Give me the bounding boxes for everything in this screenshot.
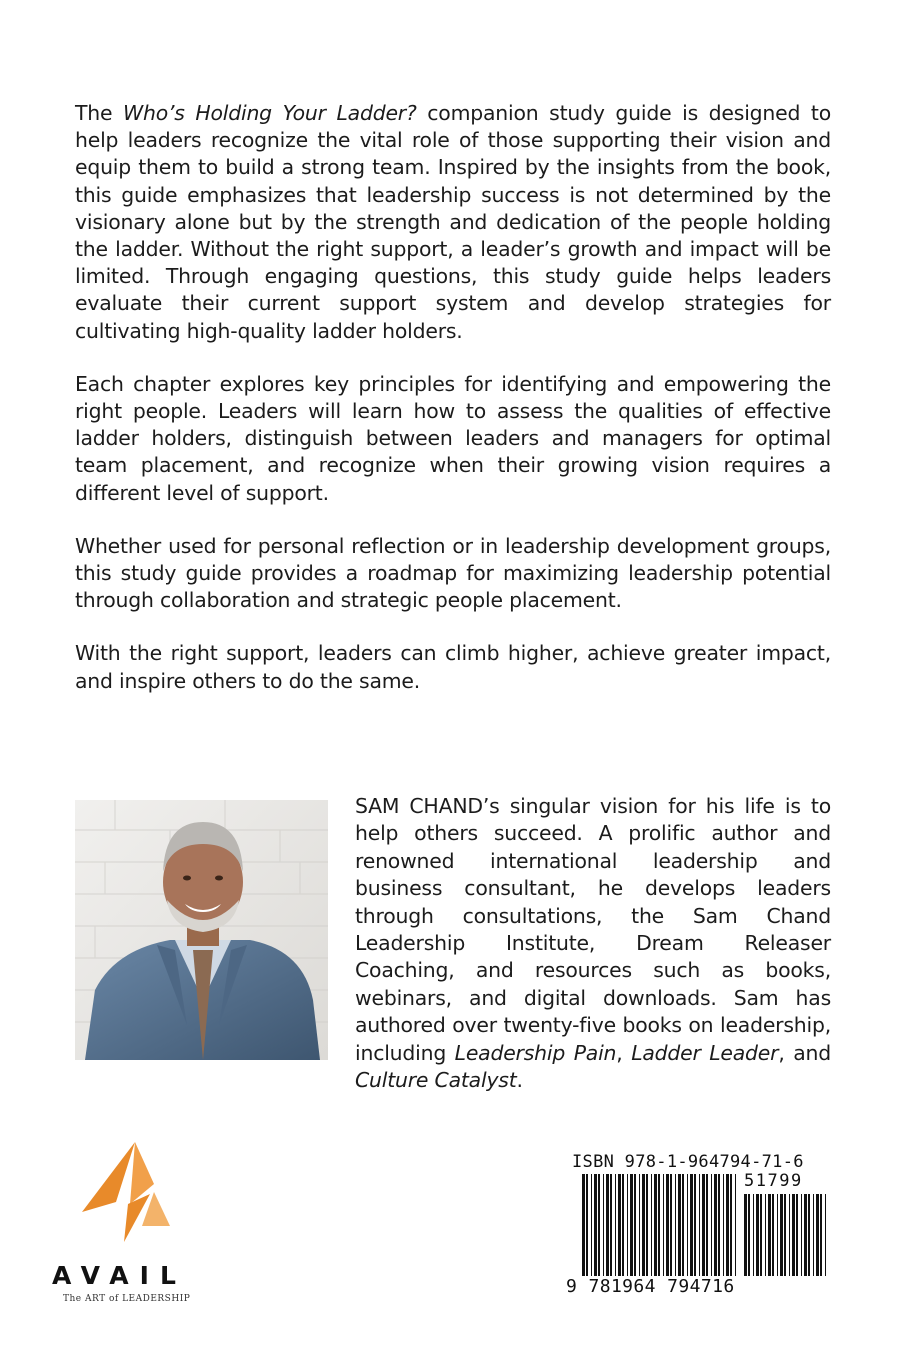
barcode-bar xyxy=(760,1194,762,1276)
barcode-bar xyxy=(618,1174,621,1276)
barcode-bar xyxy=(642,1174,645,1276)
barcode-bar xyxy=(699,1174,700,1276)
barcode-bar xyxy=(825,1194,826,1276)
isbn-label: ISBN 978-1-964794-71-6 xyxy=(572,1152,804,1172)
barcode-bar xyxy=(594,1174,597,1276)
isbn-barcode xyxy=(566,1148,831,1308)
book-leadership-pain: Leadership Pain xyxy=(454,1040,617,1065)
barcode-bars-icon xyxy=(566,1148,831,1276)
barcode-bar xyxy=(801,1194,802,1276)
barcode-bar xyxy=(723,1174,724,1276)
barcode-bar xyxy=(627,1174,628,1276)
barcode-bar xyxy=(808,1194,810,1276)
barcode-bar xyxy=(796,1194,798,1276)
barcode-bar xyxy=(820,1194,822,1276)
barcode-bar xyxy=(598,1174,600,1276)
book-title: Who’s Holding Your Ladder? xyxy=(123,101,417,125)
barcode-bar xyxy=(651,1174,652,1276)
barcode-bar xyxy=(606,1174,609,1276)
ean-digits: 9 781964 794716 xyxy=(566,1276,735,1297)
author-portrait-image xyxy=(75,800,328,1060)
avail-ladder-mark-icon xyxy=(82,1142,172,1242)
barcode-bar xyxy=(654,1174,657,1276)
barcode-bar xyxy=(748,1194,750,1276)
barcode-bar xyxy=(730,1174,732,1276)
blurb-paragraph-2: Each chapter explores key principles for identifying and empowering the right people. Leaders will learn how to assess the qualities of effective ladder holders, distinguish between leaders and managers for optimal team placement, and recognize when their growing vision requires a different level of support. xyxy=(75,371,831,505)
barcode-bar xyxy=(675,1174,676,1276)
barcode-bar xyxy=(768,1194,771,1276)
publisher-tagline: The ART of LEADERSHIP xyxy=(63,1294,191,1304)
cover-blurb xyxy=(75,100,831,721)
barcode-bar xyxy=(615,1174,616,1276)
barcode-bar xyxy=(666,1174,669,1276)
barcode-bar xyxy=(694,1174,696,1276)
barcode-bar xyxy=(784,1194,786,1276)
barcode-bar xyxy=(718,1174,720,1276)
barcode-bar xyxy=(690,1174,693,1276)
barcode-bar xyxy=(816,1194,819,1276)
barcode-bar xyxy=(706,1174,708,1276)
author-photo xyxy=(75,800,328,1060)
barcode-bar xyxy=(582,1174,585,1276)
barcode-bar xyxy=(646,1174,648,1276)
blurb-paragraph-3: Whether used for personal reflection or in leadership development groups, this study guide provides a roadmap for maximizing leadership potential through collaboration and strategic people placement. xyxy=(75,533,831,613)
barcode-bar xyxy=(591,1174,592,1276)
author-bio: SAM CHAND’s singular vision for his life is to help others succeed. A prolific author and renowned international leadership and business consultant, he develops leaders through consultations, the Sam Chand Leadership Institute, Dream Releaser Coaching, and resources such as books, webinars, and digital downloads. Sam has authored over twenty-five books on leadership, including Leadership Pain, Ladder Leader, and Culture Catalyst. xyxy=(355,794,831,1093)
barcode-bar xyxy=(586,1174,588,1276)
barcode-bar xyxy=(630,1174,633,1276)
barcode-bar xyxy=(658,1174,660,1276)
barcode-bar xyxy=(682,1174,684,1276)
price-code: 51799 xyxy=(744,1171,803,1191)
barcode-bar xyxy=(792,1194,795,1276)
publisher-name: AVAIL xyxy=(52,1261,187,1290)
barcode-bar xyxy=(765,1194,766,1276)
barcode-bar xyxy=(670,1174,672,1276)
barcode-bar xyxy=(634,1174,636,1276)
barcode-bar xyxy=(702,1174,705,1276)
barcode-bar xyxy=(663,1174,664,1276)
publisher-logo xyxy=(52,1142,197,1307)
barcode-bar xyxy=(603,1174,604,1276)
barcode-bar xyxy=(726,1174,729,1276)
barcode-bar xyxy=(780,1194,783,1276)
blurb-paragraph-4: With the right support, leaders can climb higher, achieve greater impact, and inspire others to do the same. xyxy=(75,641,831,693)
barcode-bar xyxy=(789,1194,790,1276)
barcode-bar xyxy=(744,1194,747,1276)
barcode-bar xyxy=(687,1174,688,1276)
barcode-bar xyxy=(772,1194,774,1276)
barcode-bar xyxy=(777,1194,778,1276)
book-culture-catalyst: Culture Catalyst xyxy=(355,1068,517,1093)
barcode-bar xyxy=(678,1174,681,1276)
barcode-bar xyxy=(813,1194,814,1276)
barcode-bar xyxy=(711,1174,712,1276)
barcode-bar xyxy=(639,1174,640,1276)
book-ladder-leader: Ladder Leader xyxy=(631,1040,779,1065)
barcode-bar xyxy=(622,1174,624,1276)
barcode-bar xyxy=(714,1174,717,1276)
blurb-paragraph-1: The Who’s Holding Your Ladder? companion study guide is designed to help leaders recognize the vital role of those supporting their vision and equip them to build a strong team. Inspired by the insights from the book, this guide emphasizes that leadership success is not determined by the visionary alone but by the strength and dedication of the people holding the ladder. Without the right support, a leader’s growth and impact will be limited. Through engaging questions, this study guide helps leaders evaluate their current support system and develop strategies for cultivating high-quality ladder holders. xyxy=(75,101,831,343)
barcode-bar xyxy=(735,1174,736,1276)
barcode-bar xyxy=(610,1174,612,1276)
barcode-bar xyxy=(756,1194,759,1276)
barcode-bar xyxy=(804,1194,807,1276)
barcode-bar xyxy=(753,1194,754,1276)
